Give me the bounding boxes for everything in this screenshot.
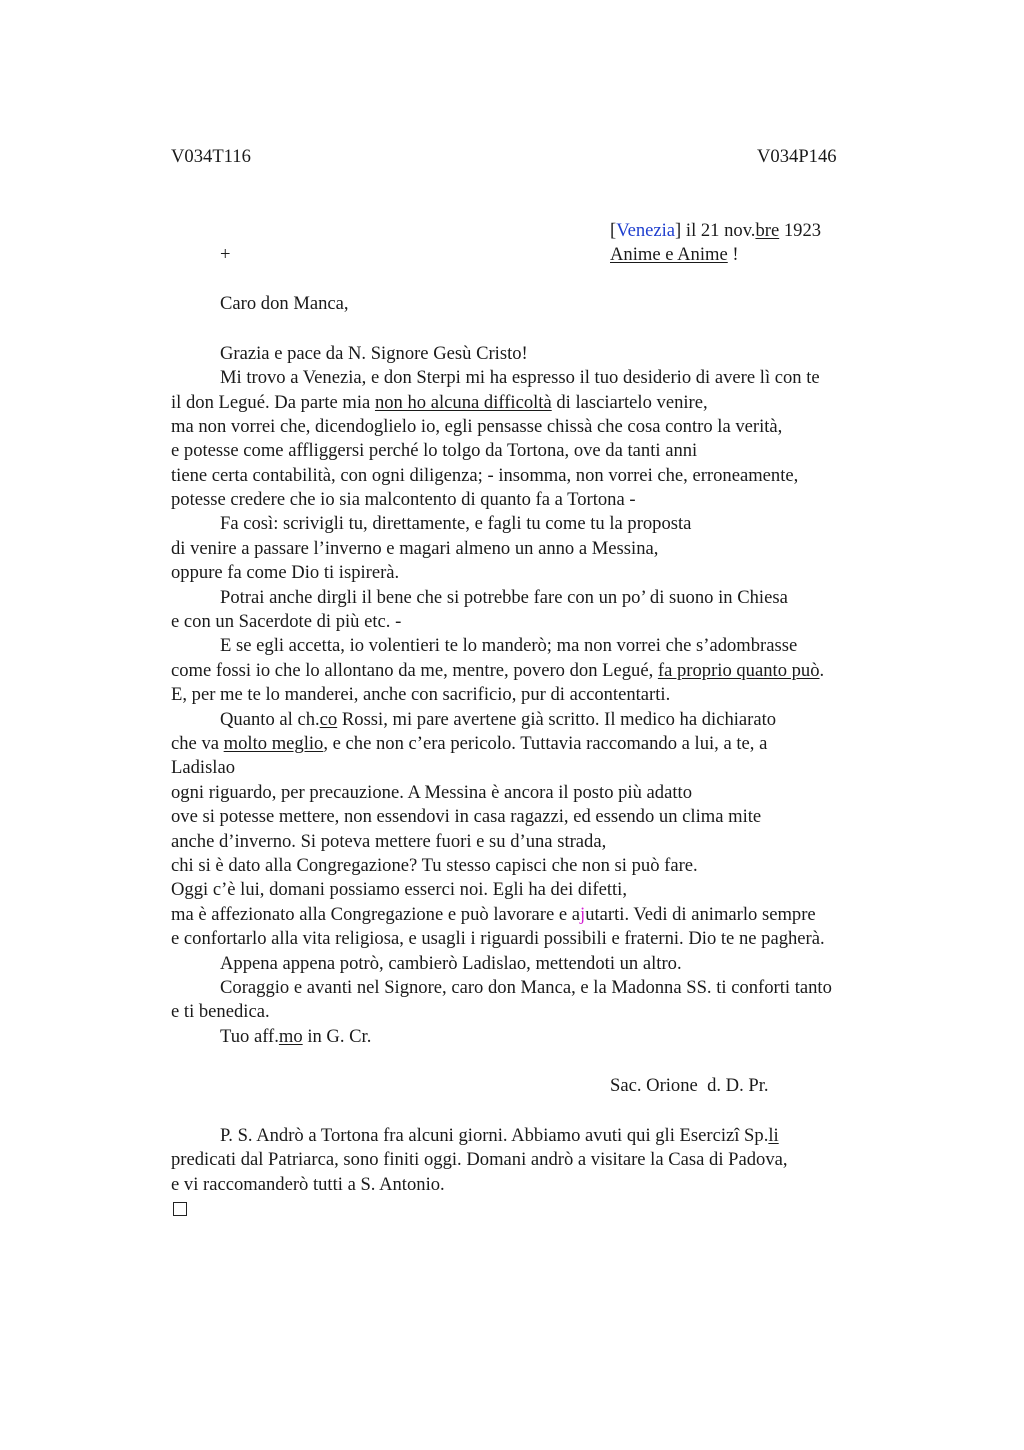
body-line: il don Legué. Da parte mia non ho alcuna difficoltà di lasciartelo venire, <box>171 392 708 413</box>
document-code-left: V034T116 <box>171 146 251 167</box>
postscript-line: e vi raccomanderò tutti a S. Antonio. <box>171 1174 445 1195</box>
postscript-line: predicati dal Patriarca, sono finiti oggi. Domani andrò a visitare la Casa di Padova, <box>171 1149 788 1170</box>
body-line: e con un Sacerdote di più etc. - <box>171 611 402 632</box>
body-line: e potesse come affliggersi perché lo tolgo da Tortona, ove da tanti anni <box>171 440 698 461</box>
body-line: tiene certa contabilità, con ogni diligenza; - insomma, non vorrei che, erroneamente, <box>171 465 799 486</box>
body-line: oppure fa come Dio ti ispirerà. <box>171 562 400 583</box>
greeting: Grazia e pace da N. Signore Gesù Cristo! <box>220 343 528 364</box>
signature: Sac. Orione d. D. Pr. <box>610 1075 769 1096</box>
body-line: ogni riguardo, per precauzione. A Messina è ancora il posto più adatto <box>171 782 692 803</box>
body-line: come fossi io che lo allontano da me, mentre, povero don Legué, fa proprio quanto può. <box>171 660 825 681</box>
body-line: ma non vorrei che, dicendoglielo io, egli pensasse chissà che cosa contro la verità, <box>171 416 783 437</box>
end-marker-box-icon <box>173 1202 187 1216</box>
body-line: e ti benedica. <box>171 1001 270 1022</box>
cross-symbol: + <box>220 244 231 265</box>
motto: Anime e Anime ! <box>610 244 739 265</box>
body-line: Ladislao <box>171 757 236 778</box>
body-line: e confortarlo alla vita religiosa, e usagli i riguardi possibili e fraterni. Dio te ne pagherà. <box>171 928 825 949</box>
body-line: Mi trovo a Venezia, e don Sterpi mi ha espresso il tuo desiderio di avere lì con te <box>220 367 820 388</box>
body-line: Coraggio e avanti nel Signore, caro don Manca, e la Madonna SS. ti conforti tanto <box>220 977 832 998</box>
corrected-letter: j <box>580 904 586 925</box>
body-line: potesse credere che io sia malcontento di quanto fa a Tortona - <box>171 489 636 510</box>
body-line: Fa così: scrivigli tu, direttamente, e fagli tu come tu la proposta <box>220 513 692 534</box>
document-code-right: V034P146 <box>757 146 837 167</box>
salutation: Caro don Manca, <box>220 293 349 314</box>
body-line: ma è affezionato alla Congregazione e può lavorare e ajutarti. Vedi di animarlo sempre <box>171 904 816 925</box>
dateline: [Venezia] il 21 nov.bre 1923 <box>610 220 822 241</box>
body-line: di venire a passare l’inverno e magari almeno un anno a Messina, <box>171 538 659 559</box>
body-line: anche d’inverno. Si poteva mettere fuori e su d’una strada, <box>171 831 607 852</box>
body-line: E se egli accetta, io volentieri te lo manderò; ma non vorrei che s’adombrasse <box>220 635 798 656</box>
place-name: Venezia <box>616 220 676 241</box>
body-line: E, per me te lo manderei, anche con sacrificio, pur di accontentarti. <box>171 684 671 705</box>
body-line: Quanto al ch.co Rossi, mi pare avertene già scritto. Il medico ha dichiarato <box>220 709 777 730</box>
postscript-line: P. S. Andrò a Tortona fra alcuni giorni. Abbiamo avuti qui gli Esercizî Sp.li <box>220 1125 779 1146</box>
body-line: Appena appena potrò, cambierò Ladislao, mettendoti un altro. <box>220 953 682 974</box>
body-line: Oggi c’è lui, domani possiamo esserci noi. Egli ha dei difetti, <box>171 879 627 900</box>
body-line: Potrai anche dirgli il bene che si potrebbe fare con un po’ di suono in Chiesa <box>220 587 788 608</box>
body-line: ove si potesse mettere, non essendovi in casa ragazzi, ed essendo un clima mite <box>171 806 762 827</box>
body-line: che va molto meglio, e che non c’era pericolo. Tuttavia raccomando a lui, a te, a <box>171 733 768 754</box>
body-line: chi si è dato alla Congregazione? Tu stesso capisci che non si può fare. <box>171 855 698 876</box>
closing: Tuo aff.mo in G. Cr. <box>220 1026 372 1047</box>
